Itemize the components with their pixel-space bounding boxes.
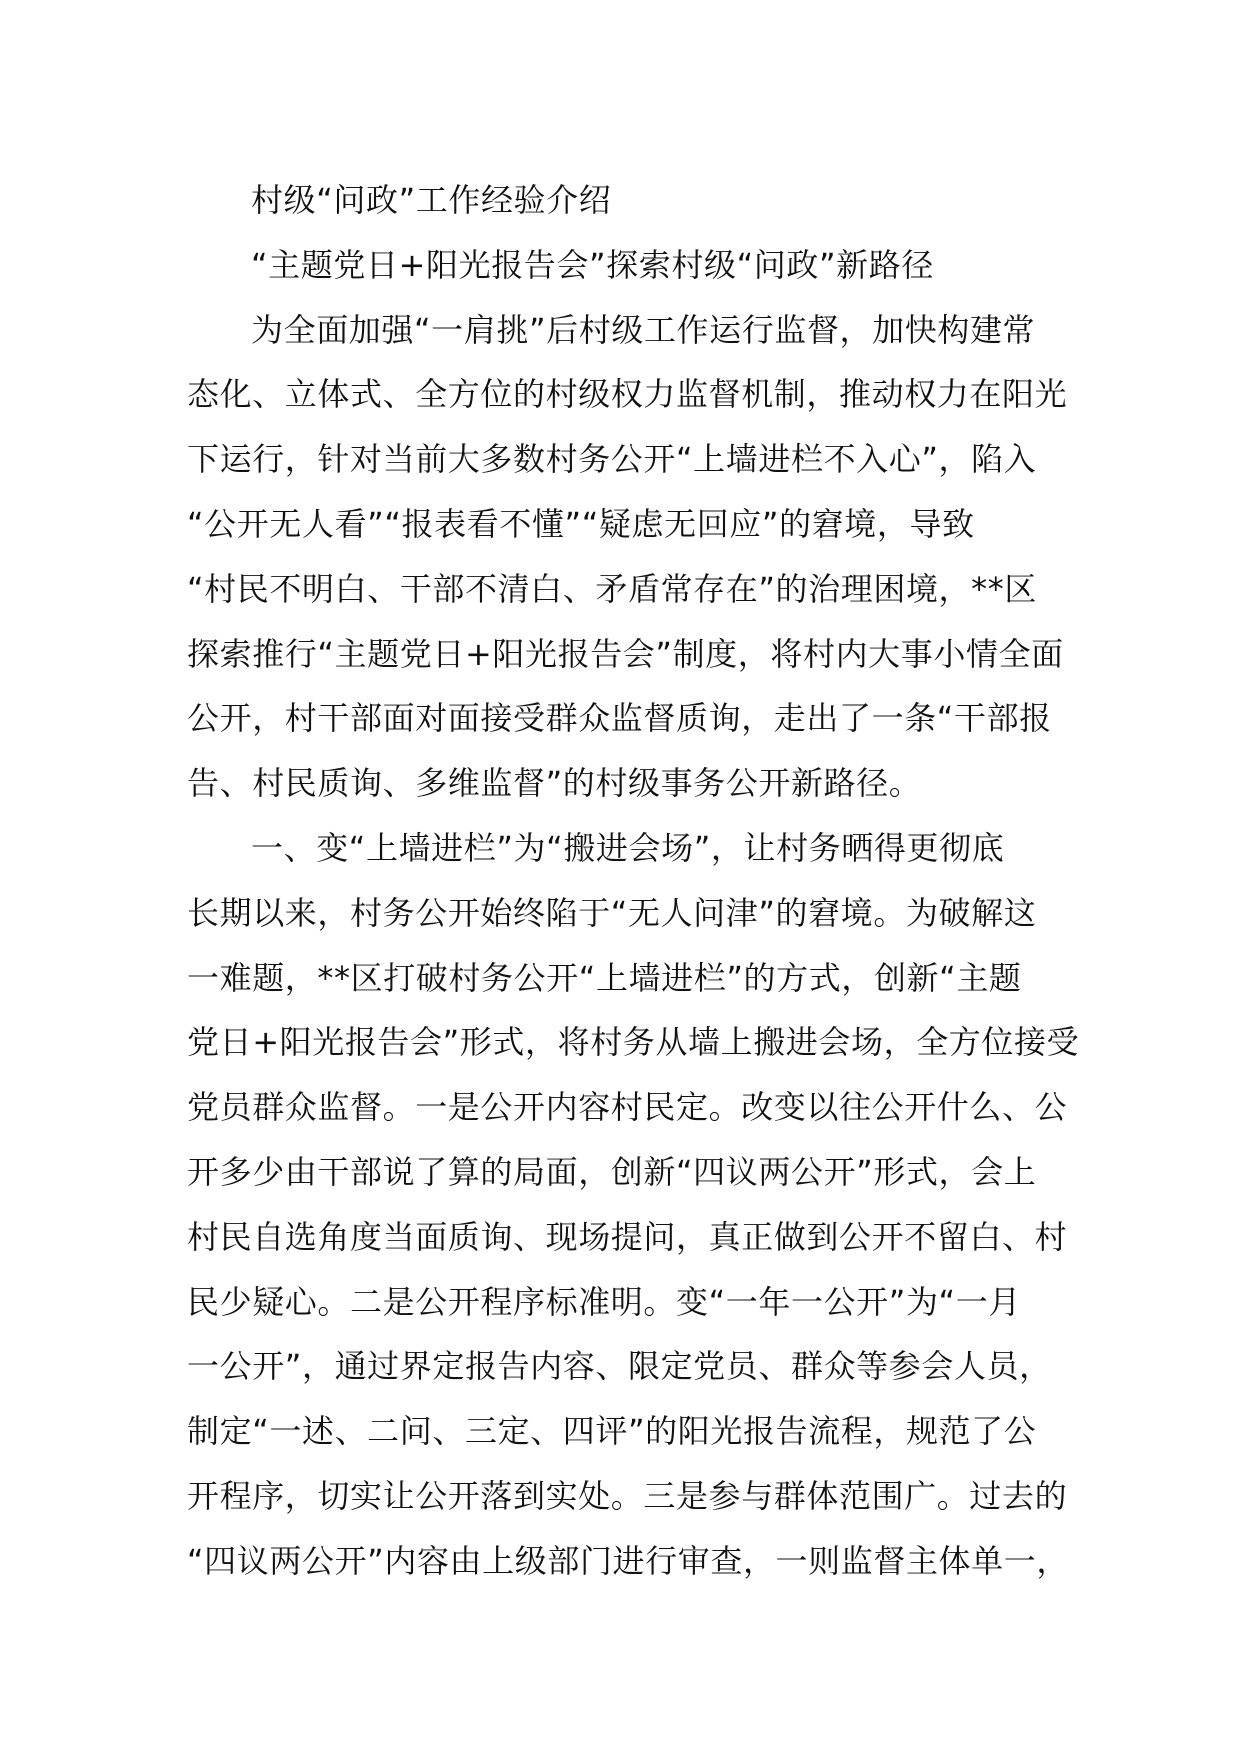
section-one-line: 党日+阳光报告会”形式，将村务从墙上搬进会场，全方位接受 bbox=[187, 1023, 1080, 1062]
section-one-line: 一难题，**区打破村务公开“上墙进栏”的方式，创新“主题 bbox=[187, 958, 1022, 997]
section-one-line: 制定“一述、二问、三定、四评”的阳光报告流程，规范了公 bbox=[187, 1412, 1037, 1451]
section-one-line: 党员群众监督。一是公开内容村民定。改变以往公开什么、公 bbox=[187, 1088, 1068, 1127]
document-body bbox=[187, 168, 1080, 1594]
intro-paragraph-line: 为全面加强“一肩挑”后村级工作运行监督，加快构建常 bbox=[251, 310, 1036, 349]
document-title: 村级“问政”工作经验介绍 bbox=[251, 181, 612, 219]
section-one-line: 长期以来，村务公开始终陷于“无人问津”的窘境。为破解这 bbox=[187, 893, 1037, 932]
intro-paragraph-line: 探索推行“主题党日+阳光报告会”制度，将村内大事小情全面 bbox=[187, 634, 1064, 673]
document-subtitle: “主题党日+阳光报告会”探索村级“问政”新路径 bbox=[251, 245, 934, 284]
section-one-line: 村民自选角度当面质询、现场提问，真正做到公开不留白、村 bbox=[187, 1217, 1068, 1256]
section-one-line: “四议两公开”内容由上级部门进行审查，一则监督主体单一， bbox=[187, 1541, 1069, 1580]
intro-paragraph-line: “村民不明白、干部不清白、矛盾常存在”的治理困境，**区 bbox=[187, 569, 1037, 608]
section-one-line: 一公开”，通过界定报告内容、限定党员、群众等参会人员， bbox=[187, 1347, 1052, 1386]
intro-paragraph-line: 公开，村干部面对面接受群众监督质询，走出了一条“干部报 bbox=[187, 699, 1052, 738]
intro-paragraph-line: 告、村民质询、多维监督”的村级事务公开新路径。 bbox=[187, 764, 922, 803]
section-one-heading: 一、变“上墙进栏”为“搬进会场”，让村务晒得更彻底 bbox=[251, 828, 1005, 867]
section-one-line: 开程序，切实让公开落到实处。三是参与群体范围广。过去的 bbox=[187, 1476, 1068, 1515]
intro-paragraph-line: 下运行，针对当前大多数村务公开“上墙进栏不入心”，陷入 bbox=[187, 440, 1037, 479]
section-one-line: 开多少由干部说了算的局面，创新“四议两公开”形式，会上 bbox=[187, 1152, 1037, 1191]
intro-paragraph-line: 态化、立体式、全方位的村级权力监督机制，推动权力在阳光 bbox=[187, 375, 1068, 414]
intro-paragraph-line: “公开无人看”“报表看不懂”“疑虑无回应”的窘境，导致 bbox=[187, 504, 975, 543]
section-one-line: 民少疑心。二是公开程序标准明。变“一年一公开”为“一月 bbox=[187, 1282, 1021, 1321]
